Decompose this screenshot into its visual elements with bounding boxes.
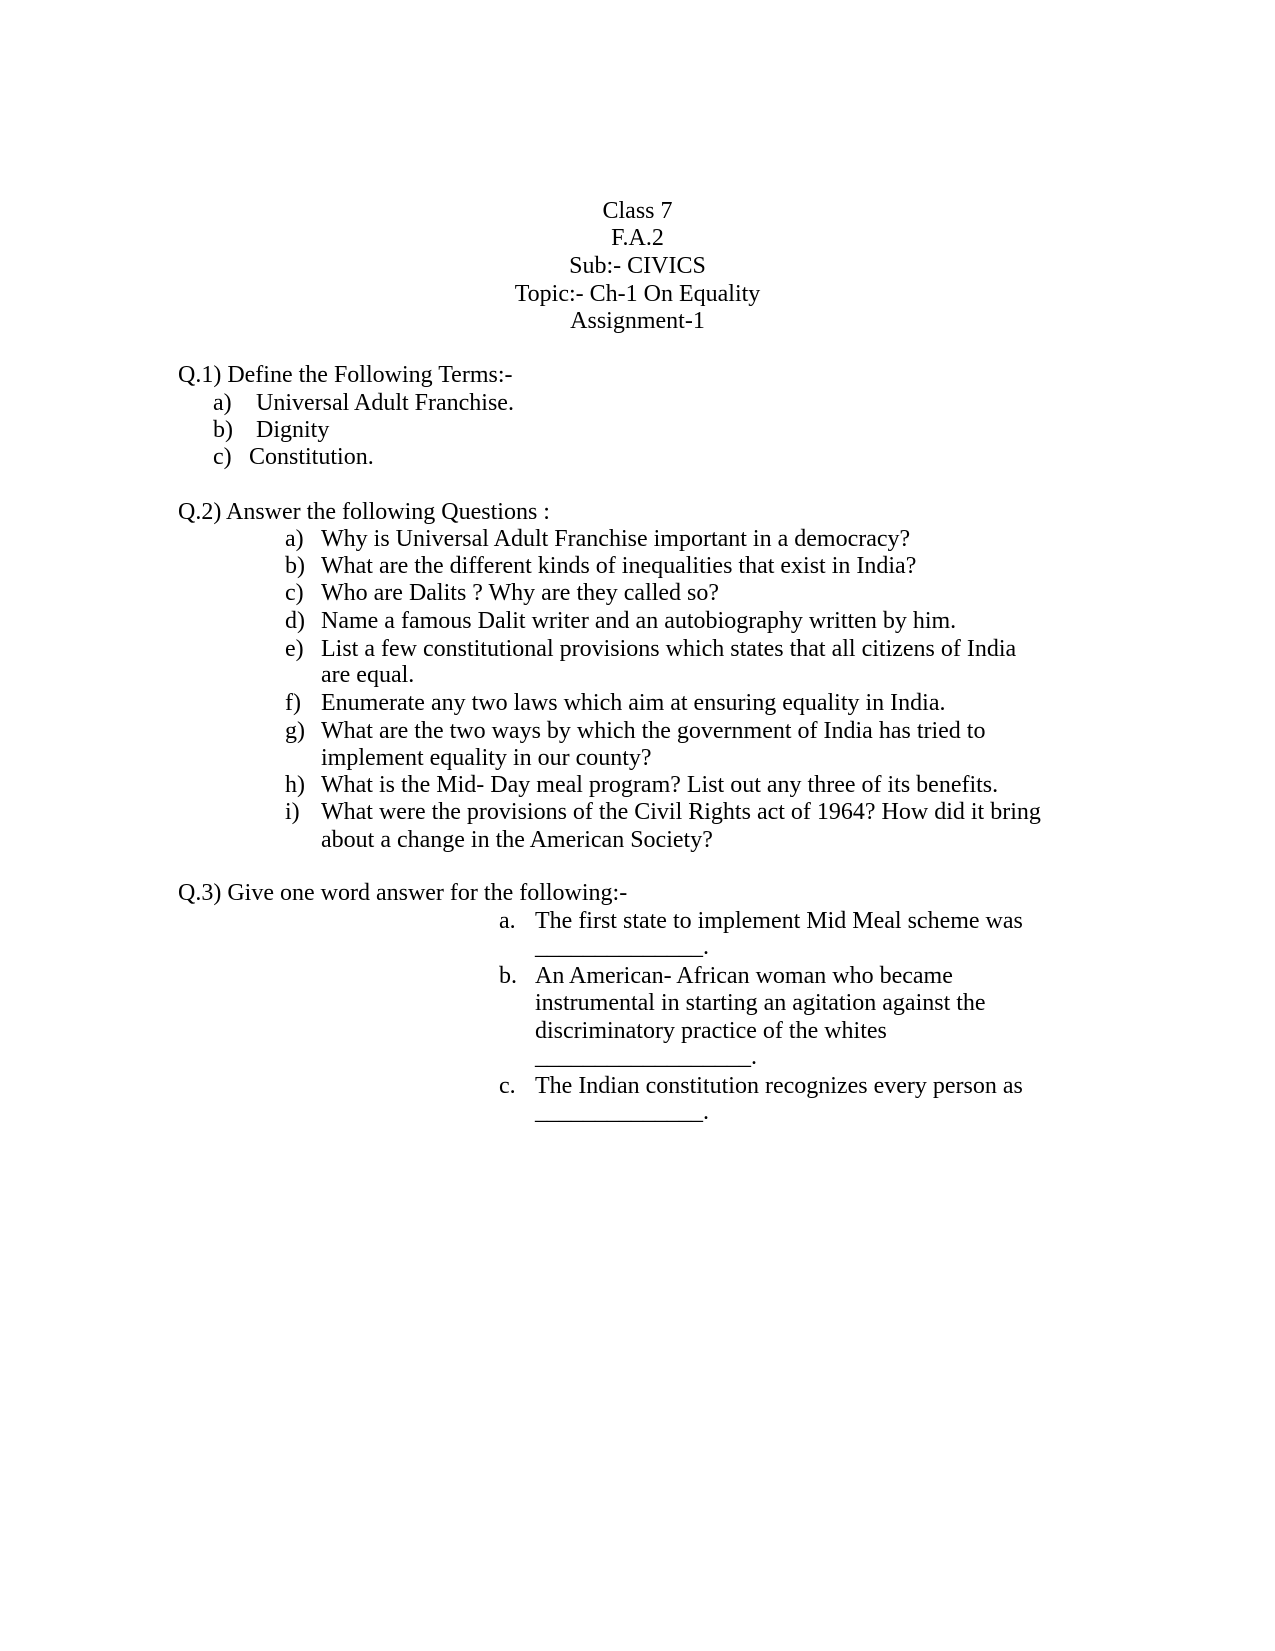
- q2-item-marker: i): [285, 799, 300, 825]
- q3-answer-blank: ______________.: [535, 934, 709, 960]
- q3-item-line: discriminatory practice of the whites: [535, 1018, 887, 1044]
- q2-item-line: Name a famous Dalit writer and an autobiography written by him.: [321, 608, 957, 634]
- q2-item-marker: g): [285, 718, 305, 744]
- q2-item-line: Why is Universal Adult Franchise important in a democracy?: [321, 526, 911, 552]
- q1-item-text: Dignity: [256, 417, 330, 443]
- q1-item-text: Constitution.: [249, 444, 374, 470]
- q2-item-line: What are the different kinds of inequalities that exist in India?: [321, 553, 917, 579]
- q3-item-marker: a.: [499, 908, 516, 934]
- class-label: Class 7: [602, 198, 673, 224]
- q2-item-line: implement equality in our county?: [321, 745, 652, 771]
- q2-item-line: What are the two ways by which the government of India has tried to: [321, 718, 986, 744]
- q3-item-line: An American- African woman who became: [535, 963, 953, 989]
- q1-item-text: Universal Adult Franchise.: [256, 390, 514, 416]
- q1-title: Q.1) Define the Following Terms:-: [178, 362, 513, 388]
- q2-title: Q.2) Answer the following Questions :: [178, 499, 550, 525]
- topic-label: Topic:- Ch-1 On Equality: [514, 281, 761, 307]
- q2-item-marker: f): [285, 690, 301, 716]
- q3-title: Q.3) Give one word answer for the following:-: [178, 880, 628, 906]
- assignment-label: Assignment-1: [570, 308, 705, 334]
- q2-item-line: Who are Dalits ? Why are they called so?: [321, 580, 720, 606]
- q1-item-marker: c): [213, 444, 232, 470]
- q3-item-line: The Indian constitution recognizes every person as: [535, 1073, 1023, 1099]
- q2-item-line: Enumerate any two laws which aim at ensuring equality in India.: [321, 690, 946, 716]
- q3-answer-blank: ______________.: [535, 1099, 709, 1125]
- q2-item-line: List a few constitutional provisions which states that all citizens of India: [321, 636, 1017, 662]
- q2-item-marker: b): [285, 553, 305, 579]
- q2-item-marker: h): [285, 772, 305, 798]
- q3-answer-blank: __________________.: [535, 1044, 757, 1070]
- q2-item-line: What were the provisions of the Civil Rights act of 1964? How did it bring: [321, 799, 1041, 825]
- exam-label: F.A.2: [611, 225, 664, 251]
- q2-item-marker: d): [285, 608, 305, 634]
- q3-item-line: The first state to implement Mid Meal scheme was: [535, 908, 1023, 934]
- q3-item-marker: c.: [499, 1073, 516, 1099]
- q2-item-marker: c): [285, 580, 304, 606]
- q2-item-line: What is the Mid- Day meal program? List out any three of its benefits.: [321, 772, 999, 798]
- q2-item-line: are equal.: [321, 662, 415, 688]
- subject-label: Sub:- CIVICS: [569, 253, 706, 279]
- q3-item-line: instrumental in starting an agitation against the: [535, 990, 986, 1016]
- q2-item-line: about a change in the American Society?: [321, 827, 713, 853]
- q2-item-marker: e): [285, 636, 304, 662]
- q1-item-marker: b): [213, 417, 233, 443]
- q3-item-marker: b.: [499, 963, 517, 989]
- q2-item-marker: a): [285, 526, 304, 552]
- q1-item-marker: a): [213, 390, 232, 416]
